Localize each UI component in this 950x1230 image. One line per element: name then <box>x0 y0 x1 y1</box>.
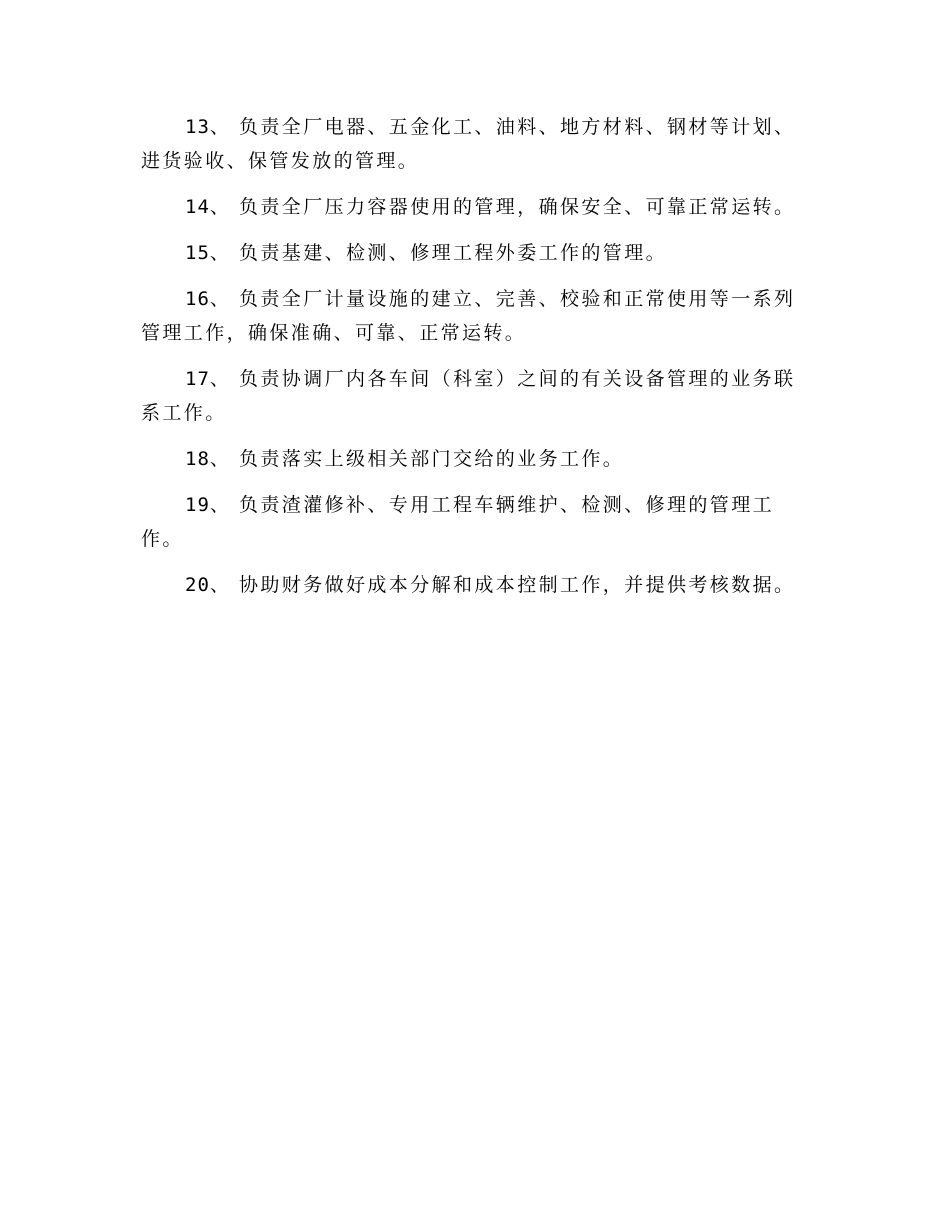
item-number: 15、 <box>185 242 230 264</box>
list-item <box>141 488 809 556</box>
list-item <box>141 282 809 350</box>
item-number: 18、 <box>185 448 230 470</box>
item-text: 负责基建、检测、修理工程外委工作的管理。 <box>239 242 668 264</box>
list-item <box>141 362 809 430</box>
item-number: 13、 <box>185 116 230 138</box>
item-text: 负责落实上级相关部门交给的业务工作。 <box>239 448 625 470</box>
item-text: 负责全厂计量设施的建立、完善、校验和正常使用等一系列管理工作，确保准确、可靠、正常运转。 <box>141 288 796 344</box>
item-number: 16、 <box>185 288 230 310</box>
item-number: 20、 <box>185 574 230 596</box>
item-text: 负责渣灌修补、专用工程车辆维护、检测、修理的管理工作。 <box>141 494 775 550</box>
item-number: 17、 <box>185 368 230 390</box>
list-item <box>141 110 809 178</box>
list-item <box>141 190 809 224</box>
list-item <box>141 236 809 270</box>
list-item <box>141 568 809 602</box>
item-number: 19、 <box>185 494 230 516</box>
document-body <box>141 110 809 614</box>
item-text: 负责全厂压力容器使用的管理，确保安全、可靠正常运转。 <box>239 196 796 218</box>
list-item <box>141 442 809 476</box>
item-text: 负责全厂电器、五金化工、油料、地方材料、钢材等计划、进货验收、保管发放的管理。 <box>141 116 796 172</box>
item-text: 协助财务做好成本分解和成本控制工作，并提供考核数据。 <box>239 574 796 596</box>
item-number: 14、 <box>185 196 230 218</box>
item-text: 负责协调厂内各车间（科室）之间的有关设备管理的业务联系工作。 <box>141 368 796 424</box>
